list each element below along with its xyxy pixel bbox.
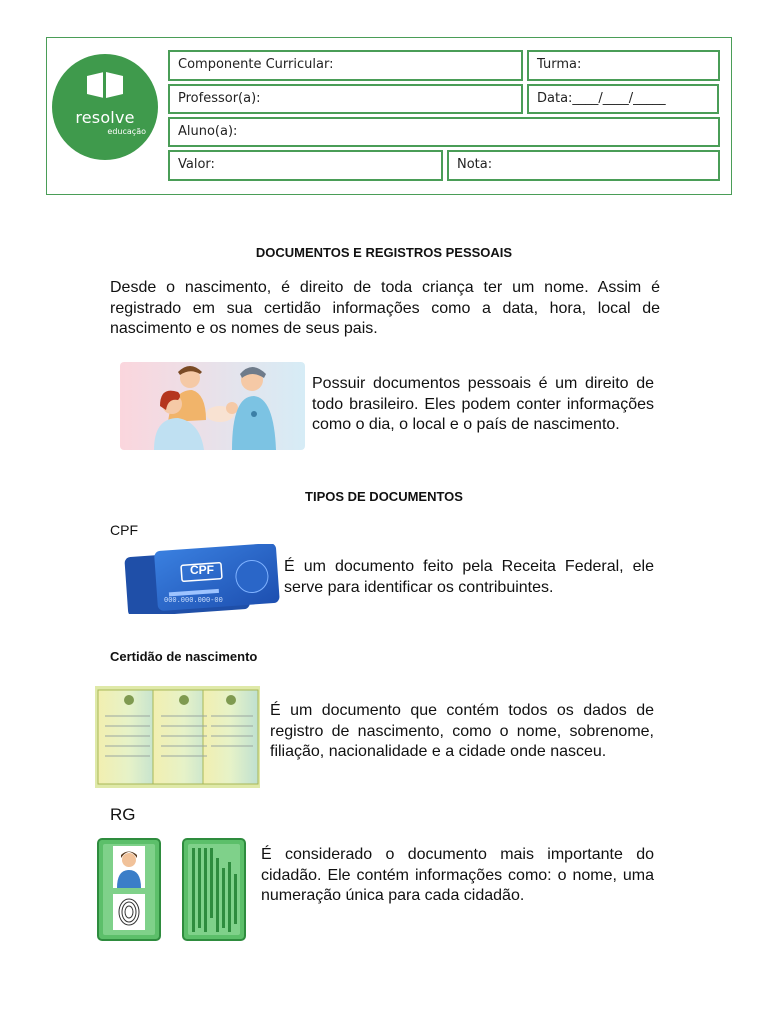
certidao-paragraph: É um documento que contém todos os dados de registro de nascimento, como o nome, sobrenome, filiação, nacionalidade e a cidade onde nasceu.: [270, 702, 654, 760]
cpf-card-number: 000.000.000-00: [164, 597, 223, 605]
logo-sub: educação: [107, 127, 146, 136]
rg-card-back-image: [182, 838, 246, 941]
cpf-paragraph: É um documento feito pela Receita Federal, ele serve para identificar os contribuintes.: [284, 558, 654, 596]
cpf-card-image: [124, 544, 280, 614]
resolve-logo: [52, 54, 158, 160]
birth-certificate-image: [95, 686, 260, 788]
componente-curricular-field[interactable]: Componente Curricular:: [168, 50, 523, 81]
family-baby-illustration: [120, 362, 305, 450]
professor-field[interactable]: Professor(a):: [168, 84, 523, 114]
nota-field[interactable]: Nota:: [447, 150, 720, 181]
section-title-types: TIPOS DE DOCUMENTOS: [305, 489, 463, 504]
rg-label: RG: [110, 805, 136, 824]
certidao-label: Certidão de nascimento: [110, 649, 258, 664]
logo-name: resolve: [75, 108, 135, 127]
book-icon: [85, 70, 125, 100]
cpf-label: CPF: [110, 522, 138, 538]
rg-card-front-image: [97, 838, 161, 941]
intro-paragraph: Desde o nascimento, é direito de toda criança ter um nome. Assim é registrado em sua certidão informações como a data, hora, local de nascimento e os nomes de seus pais.: [110, 279, 660, 337]
cpf-card-label: CPF: [190, 563, 214, 577]
rg-paragraph: É considerado o documento mais importante do cidadão. Ele contém informações como: o nome, uma numeração única para cada cidadão.: [261, 846, 654, 904]
data-field[interactable]: Data:____/____/_____: [527, 84, 719, 114]
valor-field[interactable]: Valor:: [168, 150, 443, 181]
documents-paragraph: Possuir documentos pessoais é um direito de todo brasileiro. Eles podem conter informações como o dia, o local e o país de nascimento.: [312, 375, 654, 433]
page-title: DOCUMENTOS E REGISTROS PESSOAIS: [255, 245, 513, 260]
turma-field[interactable]: Turma:: [527, 50, 720, 81]
aluno-field[interactable]: Aluno(a):: [168, 117, 720, 147]
